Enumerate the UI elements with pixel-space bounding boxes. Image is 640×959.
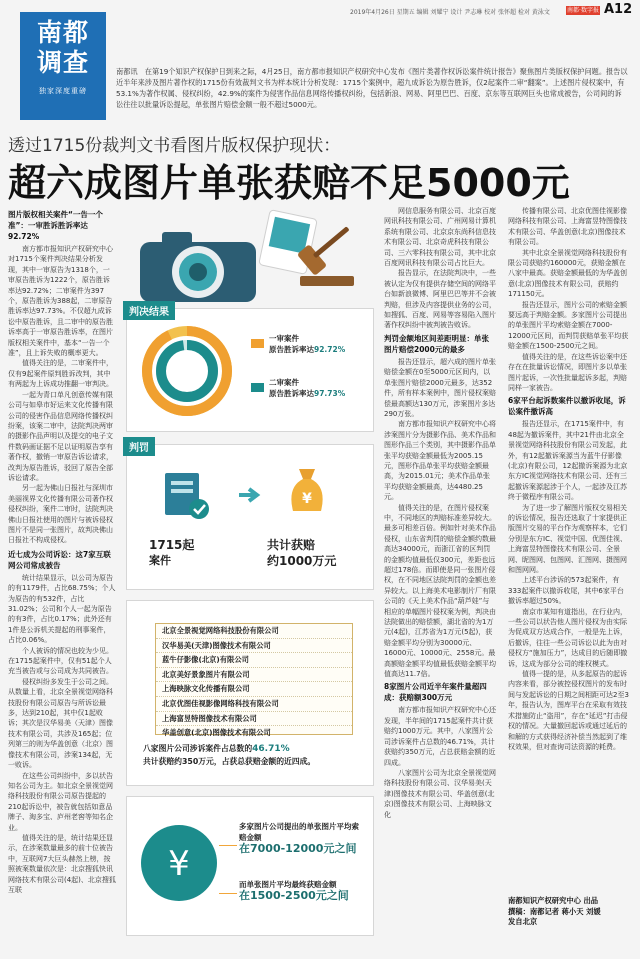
paragraph: 值得关注的是，二审案件中，仅有9起案件原判胜诉改判，其中有两起为上诉成功推翻一审判决。 <box>8 359 113 389</box>
camera-top <box>162 232 192 246</box>
paragraph: 值得关注的是，在图片侵权案中，不同地区的判赔标准差异较大。最多可相差百倍。例如针对美术作品侵权，山东省判罚的赔偿金额约数最高达34000元，而浙江省的区判罚的金额均值最低仅300元，差距也远超过178倍。而即使是同一张图片侵权，在不同地区法院判罚的金额也差异较大。以上海美术电影制片厂有限公司的《天上美术作品“葫芦娃”与相应的单幅图片侵权案为例，判决由法院做出的赔偿额，湖北省的为1万元(4起)，江苏省为1万元(5起)，获赔金额平均分别为30000元、16000元、10000元、2558元。最高额赔金额平均值最低获赔金额平均值高达11.7倍。 <box>384 503 496 679</box>
logo-line-2: 调查 <box>36 48 89 77</box>
paragraph: 报告还显示，超六成的图片单张赔偿金额在0至5000元区间内，以单张图片赔偿2000元最多，达352件，所有样本案例中，图片侵权案赔偿最高额达130万元，涉案图片多达290万张。 <box>384 357 496 418</box>
page-number: A12 <box>604 2 633 17</box>
award-amount <box>239 879 363 901</box>
company-item: 北京美好景象图片有限公司 <box>156 668 352 683</box>
paragraph: 统计结果显示，以公司为原告的有1179件，占比68.75%；个人为原告的有532件，占比31.02%；公司和个人一起为原告的有3件，占比0.17%；此外还有1件是公诉机关提起的刑事案件，占比0.06%。 <box>8 573 116 645</box>
judgment-ring-chart <box>137 321 237 421</box>
paragraph: 个人被诉的情况也较为少见。在1715起案件中，仅有51起个人充当被告或与公司成为共同被告。 <box>8 646 113 676</box>
legend-first-text: 原告胜诉率达 <box>269 345 314 354</box>
penalty-card <box>126 444 374 590</box>
legend-first-instance <box>269 333 345 355</box>
paragraph: 其中北京全景视觉网络科技股份有限公司获赔约160000元，获赔金额在八家中最高。获赔金额最低的为华盖创意(北京)图像技术有限公司，获赔约171150元。 <box>508 248 627 299</box>
paragraph: 南方都市报知识产权研究中心还发现，半年间的1715起案件共计获赔约1000万元。其中，八家图片公司涉诉案件占总数的46.71%，共计获赔约350万元，占总获赔金额的近四成。 <box>384 706 496 767</box>
section-tag: 南都·数字报 <box>567 7 599 14</box>
claim-amount <box>239 821 363 854</box>
companies-note-line-2: 共计获赔约350万元，占获总获赔金额的近四成。 <box>143 756 316 766</box>
paragraph: 传播有限公司、北京优图佳视影像网络科技有限公司、上海富昱特图像技术有限公司、华盖创意(北京)图像技术有限公司。 <box>508 207 627 247</box>
paragraph: 值得一提的是，从多起原告的起诉内容来看，部分被控侵权图片的发布时间与发起诉讼的日期之间相距可达2至3年，报告认为，图库平台在采取有效技术措施防止“盗用”，存在“延迟”打击侵权的情况。大量撤回起诉或通过延后的和解的方式获得经济补偿当然起到了维权效果，但对查询司法资源的耗费。 <box>508 670 629 751</box>
yen-sign: ¥ <box>302 491 312 507</box>
paragraph: 南方都市报知识产权研究中心将涉案图片分为摄影作品、美术作品和图形作品三个类别，其中摄影作品单张平均获赔金额最低为2005.15元，图形作品单张平均获赔金额最高，为2015.01元；美术作品单张平均获赔金额最高，达4480.25元。 <box>384 420 496 502</box>
article-column-3 <box>384 206 496 946</box>
penalty-amount-value: 约1000万元 <box>267 554 337 568</box>
section-heading: 6家平台起诉数案件以撤诉收尾，诉讼案件撤诉高 <box>508 396 626 417</box>
paragraph: 南方都市报知识产权研究中心对1715个案件判决结果分析发现，其中一审原告为1318个，一审原告胜诉为1222个，原告胜诉率达92.72%；二审案件为397个，原告胜诉为388起，二审原告胜诉率达97.73%。不仅超九成诉讼中原告胜诉，且二审中的原告胜诉率高于一审原告胜诉率，在图片版权相关案件中，基本“一告一个准”，且上诉失败的概率更大。 <box>8 245 113 358</box>
byline-producer: 南都知识产权研究中心 出品 <box>508 896 599 905</box>
paragraph: 值得关注的是，统计结果还显示，在涉案数量最多的前十位被告中，互联网7大巨头赫然上榜，按照被案数量依次是：北京搜狐快讯网络技术有限公司(4起)、北京搜狐互联 <box>8 833 116 894</box>
company-item: 华盖创意(北京)图像技术有限公司 <box>162 728 271 738</box>
article-column-1 <box>8 206 116 946</box>
paragraph: 一起为青口单凡创意传媒有限公司与如皋市好运来文化传播有限公司的侵害作品信息网络传播权纠纷案，该案二审中，法院判决两审的摄影作品声明以及提交的电子文件数码画证据不足以证明原告享有著作权，撤销一审原告诉讼请求，改判为原告胜诉，驳回了原告全部诉讼请求。 <box>8 390 113 482</box>
section-heading: 8家图片公司近半年案件量超四成：获赔额300万元 <box>384 682 487 703</box>
camera-lens-core <box>189 263 207 281</box>
penalty-amount-label: 共计获赔 <box>267 538 316 552</box>
legend-first-label: 一审案件 <box>269 334 299 343</box>
legend-second-text: 原告胜诉率达 <box>269 389 314 398</box>
penalty-cases-count: 1715起 <box>149 538 195 552</box>
companies-note-pct: 46.71% <box>252 744 290 754</box>
section-heading: 近七成为公司诉讼：这7家互联网公司常成被告 <box>8 549 111 570</box>
byline-writers: 撰稿：南都记者 蒋小天 刘媛 <box>508 906 601 916</box>
companies-note-line-1 <box>143 743 315 756</box>
gavel-base <box>300 276 354 286</box>
penalty-title: 判罚 <box>123 437 155 456</box>
legend-second-label: 二审案件 <box>269 378 299 387</box>
paragraph: 为了进一步了解图片版权交易相关的诉讼情况，报告还选取了十家提供正版图片交易的平台作为观察样本，它们分别是东方IC、视觉中国、优图佳视、上海富昱特图像技术有限公司、全景网、昵图网、包图网、汇图网、摄图网和图网网。 <box>508 503 627 574</box>
legend-first-pct: 92.72% <box>314 345 346 354</box>
paragraph: 值得关注的是，在这些诉讼案中还存在在批量诉讼情况，即图片多以单张图片起诉，一次性批量起诉多起，判赔同样一家被告。 <box>508 352 627 392</box>
legend-swatch-second <box>251 383 264 392</box>
camera-illustration <box>122 206 376 306</box>
companies-note-text: 八家图片公司涉诉案件占总数的 <box>143 744 253 753</box>
judgment-title: 判决结果 <box>123 301 175 320</box>
paragraph: 另一起为佛山日报社与深圳市美丽视界文化传播有限公司著作权侵权纠纷，案件二审时，法院判决佛山日报社使用的图片与被诉侵权图片不是同一张图片，故判决佛山日报社不构成侵权。 <box>8 484 113 545</box>
paragraph: 报告还显示，在1715案件中，有48起为撤诉案件，其中21件由北京全景视觉网络科技股份有限公司发起，此外，有12起撤诉案源当为蓝牛仔影像(北京)有限公司，12起撤诉案源为北京东方IC视觉网络技术有限公司、还有三起撤诉案源起涉于个人，一起涉及江苏终于微程序有限公司。 <box>508 420 628 502</box>
price-card <box>126 796 374 936</box>
company-list <box>155 623 353 738</box>
article-column-4 <box>508 206 630 892</box>
document-check-icon <box>161 469 211 521</box>
money-bag-icon <box>285 463 329 517</box>
company-item: 北京优图佳视影像网络科技有限公司 <box>156 697 352 712</box>
price-yen-sign: ¥ <box>168 844 190 884</box>
pointer-line <box>219 845 237 846</box>
legend-swatch-first <box>251 339 264 348</box>
logo-subtitle: 独家深度重磅 <box>39 87 87 95</box>
paragraph: 南京市某知有道指出，在行业内，一些公司以状告他人图片侵权为由实际为促成双方达成合作，一般是先上诉，后撤诉，往往一些公司诉讼以此为由对侵权方“施加压力”，达成目的后随即撤诉，这成为部分公司的维权模式。 <box>508 607 628 668</box>
paragraph: 八家图片公司为北京全景视觉网络科技股份有限公司、汉华易美(天津)图像技术有限公司、华盖创意(北京)图像技术有限公司、上海映脉文化 <box>384 768 496 819</box>
infographic <box>122 206 376 946</box>
paragraph: 在这些公司纠纷中，多以状告知名公司为主。如北京全景视觉网络科技股份有限公司原告提起的210起诉讼中，被告就包括如意品牌子、淘多宝、庐州老窖等知名企业。 <box>8 771 113 832</box>
penalty-amount <box>267 537 336 569</box>
company-item: 蓝牛仔影像(北京)有限公司 <box>156 653 352 668</box>
column-logo <box>20 12 106 120</box>
legend-first-rate-line <box>269 344 345 355</box>
ring-second-instance <box>161 345 213 397</box>
company-item: 汉华易美(天津)图像技术有限公司 <box>156 639 352 654</box>
section-heading: 判罚金额地区间差距明显：单张图片赔偿2000元的最多 <box>384 333 489 354</box>
paragraph: 网信息服务有限公司、北京百度网讯科技有限公司、广州网易计算机系统有限公司、北京京东尚科信息技术有限公司、北京奇虎科技有限公司、三六零科技有限公司，其中北京百度网讯科技有限公司占比巨大。 <box>384 207 496 268</box>
paragraph: 报告显示，在法院判决中，一些被认定为仅有提供存储空间的网络平台如新浪微博、阿里巴巴等并不会被判赔，但涉及内容提供业务的公司，如搜狐、百度、网易等容易陷入图片著作权纠纷中被判被告败诉。 <box>384 269 496 330</box>
paragraph: 报告还显示，图片公司的索赔金额要远高于判赔金额。多家图片公司提出的单张图片平均索赔金额在7000-12000元区间，而判罚获赔单张平均获赔金额在1500-2500元之间。 <box>508 300 629 351</box>
legend-second-instance <box>269 377 345 399</box>
penalty-cases <box>149 537 194 569</box>
companies-card <box>126 600 374 786</box>
legend-second-rate-line <box>269 388 345 399</box>
sub-headline: 透过1715份裁判文书看图片版权保护现状： <box>8 136 341 156</box>
gavel-handle <box>313 226 350 258</box>
paragraph: 上述平台涉诉的573起案件，有333起案件以撤诉收尾，其中6家平台撤诉率超过50%。 <box>508 576 624 606</box>
award-amount-value: 在1500-2500元之间 <box>239 889 349 902</box>
company-item: 上海富昱特图像技术有限公司 <box>156 712 352 727</box>
logo-line-1: 南都 <box>36 18 89 47</box>
company-item: 北京全景视觉网络科技股份有限公司 <box>156 624 352 639</box>
judgment-card <box>126 308 374 432</box>
claim-amount-label: 多家图片公司提出的单张图片平均索赔金额 <box>239 822 359 842</box>
award-amount-label: 而单张图片平均最终获赔金额 <box>239 880 337 889</box>
paragraph: 侵权纠纷多发生于公司之间。从数量上看，北京全景视觉网络科技股份有限公司原告与所诉讼最多，达到210起，其中仅1起败诉；其次是汉华易美（天津）图像技术有限公司，共涉及165起；位列第三的则为华盖创意（北京）图像技术有限公司，涉案134起，无一败诉。 <box>8 677 113 770</box>
issue-info: 2019年4月26日 星期五 编辑 刘耀宁 设计 尹志琳 校对 张怀超 检对 黄泳文 <box>350 9 550 16</box>
claim-amount-value: 在7000-12000元之间 <box>239 842 357 855</box>
legend-second-pct: 97.73% <box>314 389 346 398</box>
pointer-line <box>219 893 237 894</box>
yen-coin-icon <box>139 823 219 903</box>
company-item: 上海映脉文化传播有限公司 <box>156 682 352 697</box>
byline-location: 发自北京 <box>508 917 538 926</box>
lead-paragraph: 南都讯 在第19个知识产权保护日到来之际，4月25日，南方都市报知识产权研究中心发布《图片类著作权诉讼案件统计报告》聚焦图片类版权保护问题。报告以近半年来涉及图片著作权的1715份有效裁判文书为样本统计分析发现：1715个案例中，超九成诉讼为原告胜诉，仅2起案件二审“翻案”。上述图片侵权案中，有53.1%为著作权属、侵权纠纷，42.9%的案件为侵害作品信息网络传播权纠纷，包括新浪、网易、阿里巴巴、百度、京东等互联网巨头也常成被告，公司间的诉讼往往以批量诉讼提起，单张图片赔偿金额一般不超过5000元。 <box>116 67 628 109</box>
section-heading: 图片版权相关案件“一告一个准”：一审胜诉胜诉率达92.72% <box>8 210 103 241</box>
main-headline: 超六成图片单张获赔不足5000元 <box>8 161 570 205</box>
byline <box>508 896 601 928</box>
penalty-cases-label: 案件 <box>149 554 171 567</box>
arrow-right-icon <box>237 487 263 503</box>
companies-note <box>143 743 315 767</box>
